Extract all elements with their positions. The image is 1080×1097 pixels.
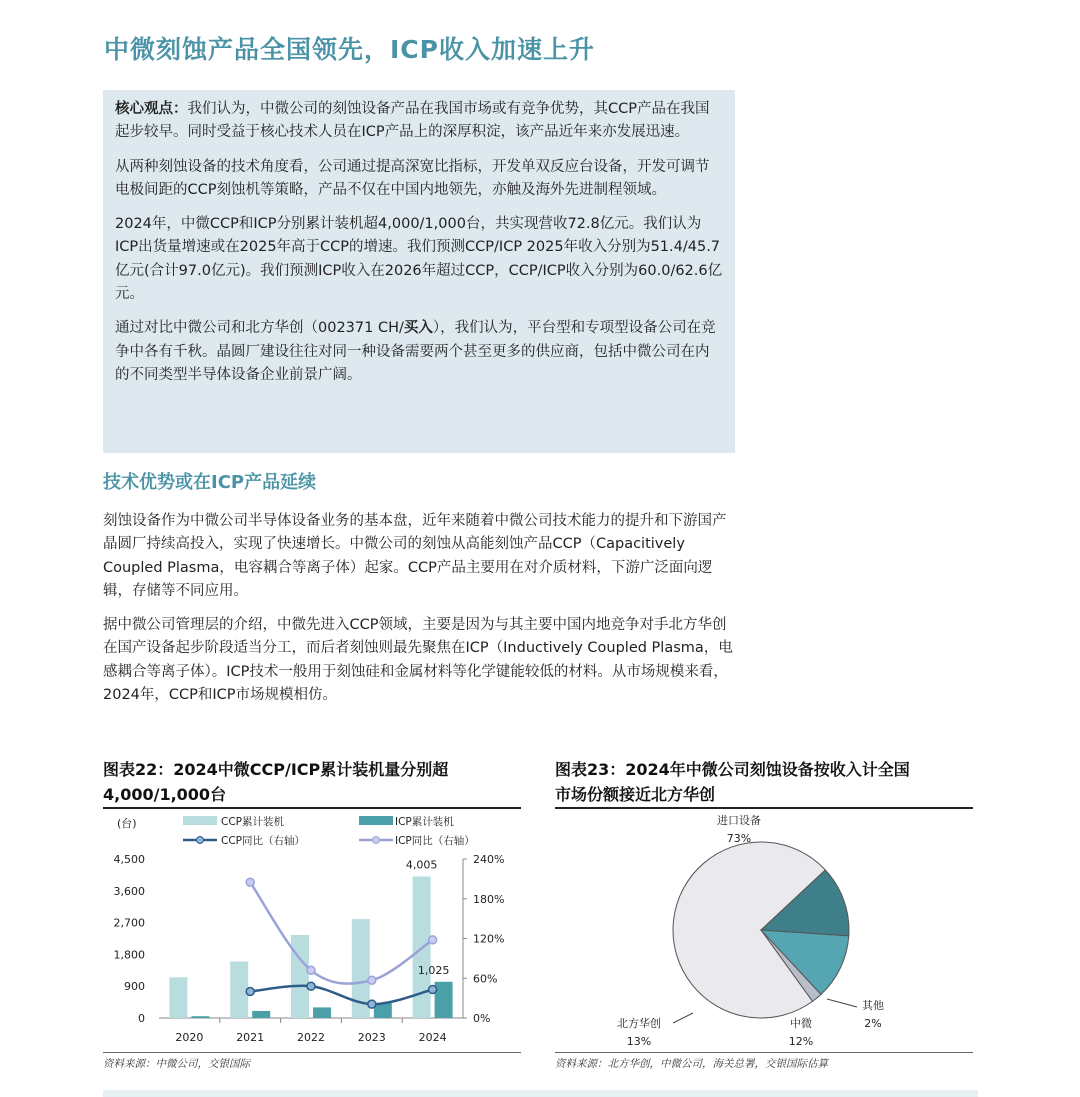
pie-label-imported: 进口设备: [717, 814, 761, 827]
data-label-icp-2024: 1,025: [417, 963, 450, 977]
figure-22-bottom-rule: [103, 1052, 521, 1053]
legend-label: CCP累计装机: [221, 816, 284, 828]
summary-label: 核心观点：: [115, 101, 188, 117]
pie-value-other: 2%: [864, 1017, 882, 1030]
legend-swatch-ccp-bar: [183, 816, 217, 825]
body-paragraph: 据中微公司管理层的介绍，中微先进入CCP领域，主要是因为与其主要中国内地竞争对手北方华创在国产设备起步阶段适当分工，而后者刻蚀则最先聚焦在ICP（Inductively Coupled Plasma，电感耦合等离子体）。ICP技术一般用于刻蚀硅和金属材料等化学键能较低的材料。从市场规模来看，2024年，CCP和ICP市场规模相仿。: [103, 617, 733, 704]
pie-value-imported: 73%: [726, 832, 752, 845]
figure-22-source: 资料来源：中微公司，交银国际: [103, 1058, 250, 1070]
pie-leader-other: [827, 999, 857, 1007]
right-tick-label: 120%: [473, 932, 505, 946]
left-tick-label: 3,600: [113, 884, 145, 898]
ccp-yoy-point: [429, 986, 437, 994]
bar-icp: [435, 982, 453, 1018]
y-axis-unit-label: (台): [117, 817, 137, 830]
figure-title-line: 图表23：2024年中微公司刻蚀设备按收入计全国: [555, 760, 910, 779]
pie-leader-naura: [673, 1013, 693, 1023]
bar-icp: [313, 1007, 331, 1018]
rating-text: 买入: [403, 320, 433, 337]
bar-icp: [374, 1003, 392, 1018]
pie-label-naura: 北方华创: [617, 1017, 661, 1030]
bar-ccp: [291, 935, 309, 1018]
x-tick-label: 2023: [357, 1031, 386, 1044]
legend-marker-icp-line: [373, 837, 380, 844]
x-tick-label: 2021: [236, 1031, 265, 1044]
left-tick-label: 900: [124, 980, 145, 994]
left-tick-label: 4,500: [113, 853, 145, 866]
summary-text: 我们认为，中微公司的刻蚀设备产品在我国市场或有竞争优势，其CCP产品在我国起步较早。同时受益于核心技术人员在ICP产品上的深厚积淀，该产品近年来亦发展迅速。: [115, 101, 710, 141]
summary-paragraph: 2024年，中微CCP和ICP分别累计装机超4,000/1,000台，共实现营收72.8亿元。我们认为ICP出货量增速或在2025年高于CCP的增速。我们预测CCP/ICP 2025年收入分别为51.4/45.7亿元(合计97.0亿元)。我们预测ICP收入在2026年超过CCP，CCP/ICP收入分别为60.0/62.6亿元。: [115, 216, 723, 303]
figure-title-line: 4,000/1,000台: [103, 785, 227, 804]
ccp-yoy-line: [250, 986, 432, 1004]
right-tick-label: 180%: [473, 892, 505, 906]
icp-yoy-line: [250, 882, 432, 983]
icp-yoy-point: [307, 966, 315, 974]
legend-label: ICP同比（右轴）: [395, 835, 475, 847]
bar-ccp: [169, 977, 187, 1018]
summary-text: ），我们认为，平台型和专项型设备公司在竞争中各有千秋。晶圆厂建设往往对同一种设备需要两个甚至更多的供应商，包括中微公司在内的不同类型半导体设备企业前景广阔。: [115, 320, 716, 383]
legend-swatch-icp-bar: [359, 816, 393, 825]
figure-22-chart: [103, 809, 521, 1052]
bottom-bar: [103, 1090, 978, 1097]
right-tick-label: 0%: [473, 1012, 491, 1025]
figure-title-line: 图表22：2024中微CCP/ICP累计装机量分别超: [103, 760, 449, 779]
legend-label: ICP累计装机: [395, 816, 454, 828]
icp-yoy-point: [368, 976, 376, 984]
left-tick-label: 1,800: [113, 948, 145, 962]
bar-icp: [252, 1011, 270, 1018]
pie-value-naura: 13%: [626, 1035, 652, 1048]
pie-value-amec: 12%: [788, 1035, 814, 1048]
pie-label-amec: 中微: [790, 1017, 812, 1030]
bar-ccp: [230, 961, 248, 1018]
section-heading: 技术优势或在ICP产品延续: [103, 472, 317, 493]
body-paragraph: 刻蚀设备作为中微公司半导体设备业务的基本盘，近年来随着中微公司技术能力的提升和下游国产晶圆厂持续高投入，实现了快速增长。中微公司的刻蚀从高能刻蚀产品CCP（Capacitively Coupled Plasma，电容耦合等离子体）起家。CCP产品主要用在对介质材料，下游广泛面向逻辑，存储等不同应用。: [103, 513, 727, 599]
figure-title-line: 市场份额接近北方华创: [555, 785, 716, 804]
left-tick-label: 0: [138, 1012, 145, 1025]
figure-23-title: [555, 757, 980, 807]
left-tick-label: 2,700: [113, 916, 145, 930]
right-tick-label: 240%: [473, 853, 505, 866]
x-tick-label: 2020: [175, 1031, 204, 1044]
summary-paragraph: [115, 98, 723, 145]
figure-23-bottom-rule: [555, 1052, 973, 1053]
legend-marker-ccp-line: [197, 837, 204, 844]
right-tick-label: 60%: [473, 972, 498, 986]
data-label-ccp-2024: 4,005: [405, 858, 438, 872]
figure-22-title: [103, 757, 523, 807]
pie-label-other: 其他: [862, 999, 884, 1012]
ccp-yoy-point: [307, 982, 315, 990]
summary-paragraph: 从两种刻蚀设备的技术角度看，公司通过提高深宽比指标，开发单双反应台设备，开发可调节电极间距的CCP刻蚀机等策略，产品不仅在中国内地领先，亦触及海外先进制程领域。: [115, 158, 710, 198]
legend-label: CCP同比（右轴）: [221, 835, 305, 847]
x-tick-label: 2024: [418, 1031, 447, 1044]
ccp-yoy-point: [246, 988, 254, 996]
summary-text: 通过对比中微公司和北方华创（002371 CH/: [115, 320, 404, 337]
figure-23-chart: [555, 809, 973, 1052]
ccp-yoy-point: [368, 1000, 376, 1008]
summary-box: [103, 90, 735, 453]
icp-yoy-point: [429, 936, 437, 944]
x-tick-label: 2022: [297, 1031, 325, 1044]
figure-23-source: 资料来源：北方华创，中微公司，海关总署，交银国际估算: [555, 1058, 828, 1070]
bar-icp: [191, 1016, 209, 1018]
summary-paragraph: [115, 317, 723, 387]
icp-yoy-point: [246, 878, 254, 886]
section-body: [103, 510, 739, 718]
page-title: 中微刻蚀产品全国领先，ICP收入加速上升: [104, 35, 595, 64]
